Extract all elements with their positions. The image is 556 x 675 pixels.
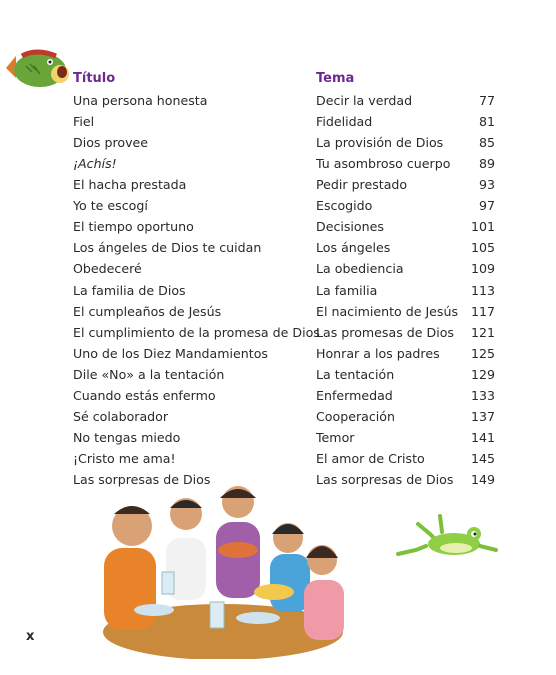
entry-title: Obedeceré	[73, 261, 142, 276]
entry-page: 93	[478, 177, 495, 192]
entry-title: Cuando estás enfermo	[73, 388, 216, 403]
entry-topic: La obediencia	[316, 261, 404, 276]
entry-topic: Decisiones	[316, 219, 384, 234]
entry-title: ¡Cristo me ama!	[73, 451, 176, 466]
entry-title: El tiempo oportuno	[73, 219, 194, 234]
entry-page: 97	[478, 198, 495, 213]
page-number: x	[26, 629, 35, 644]
entry-title: ¡Achís!	[73, 156, 117, 171]
family-dinner-illustration	[98, 484, 348, 659]
entry-title: Las sorpresas de Dios	[73, 472, 211, 487]
entry-title: Los ángeles de Dios te cuidan	[73, 240, 262, 255]
entry-topic: Fidelidad	[316, 114, 373, 129]
fish-illustration	[2, 48, 72, 94]
entry-title: Dios provee	[73, 135, 149, 150]
entry-topic: Escogido	[316, 198, 373, 213]
entry-title: Yo te escogí	[73, 198, 148, 213]
entry-page: 145	[470, 451, 495, 466]
entry-title: El hacha prestada	[73, 177, 187, 192]
entry-page: 121	[470, 325, 495, 340]
entry-page: 81	[478, 114, 495, 129]
entry-title: Dile «No» a la tentación	[73, 367, 225, 382]
entry-title: Fiel	[73, 114, 95, 129]
entry-topic: Las promesas de Dios	[316, 325, 454, 340]
entry-title: El cumpleaños de Jesús	[73, 304, 222, 319]
entry-topic: Las sorpresas de Dios	[316, 472, 454, 487]
entry-page: 129	[470, 367, 495, 382]
entry-page: 105	[470, 240, 495, 255]
entry-page: 89	[478, 156, 495, 171]
topic-column-header: Tema	[316, 71, 355, 86]
entry-page: 133	[470, 388, 495, 403]
entry-topic: La familia	[316, 283, 378, 298]
entry-page: 117	[470, 304, 495, 319]
entry-topic: La provisión de Dios	[316, 135, 444, 150]
entry-title: No tengas miedo	[73, 430, 181, 445]
entry-topic: El nacimiento de Jesús	[316, 304, 459, 319]
title-column-header: Título	[73, 71, 116, 86]
entry-topic: El amor de Cristo	[316, 451, 425, 466]
entry-topic: La tentación	[316, 367, 395, 382]
entry-topic: Los ángeles	[316, 240, 391, 255]
entry-page: 101	[470, 219, 495, 234]
entry-page: 109	[470, 261, 495, 276]
entry-topic: Cooperación	[316, 409, 395, 424]
entry-page: 77	[478, 93, 495, 108]
entry-page: 125	[470, 346, 495, 361]
entry-title: El cumplimiento de la promesa de Dios	[73, 325, 320, 340]
entry-page: 113	[470, 283, 495, 298]
entry-title: Sé colaborador	[73, 409, 169, 424]
entry-topic: Pedir prestado	[316, 177, 408, 192]
entry-page: 137	[470, 409, 495, 424]
entry-page: 149	[470, 472, 495, 487]
entry-topic: Honrar a los padres	[316, 346, 440, 361]
frog-illustration	[396, 510, 502, 566]
entry-page: 141	[470, 430, 495, 445]
entry-topic: Decir la verdad	[316, 93, 413, 108]
entry-topic: Tu asombroso cuerpo	[316, 156, 451, 171]
entry-title: Uno de los Diez Mandamientos	[73, 346, 268, 361]
entry-page: 85	[478, 135, 495, 150]
entry-topic: Temor	[316, 430, 355, 445]
entry-topic: Enfermedad	[316, 388, 393, 403]
entry-title: La familia de Dios	[73, 283, 186, 298]
entry-title: Una persona honesta	[73, 93, 208, 108]
